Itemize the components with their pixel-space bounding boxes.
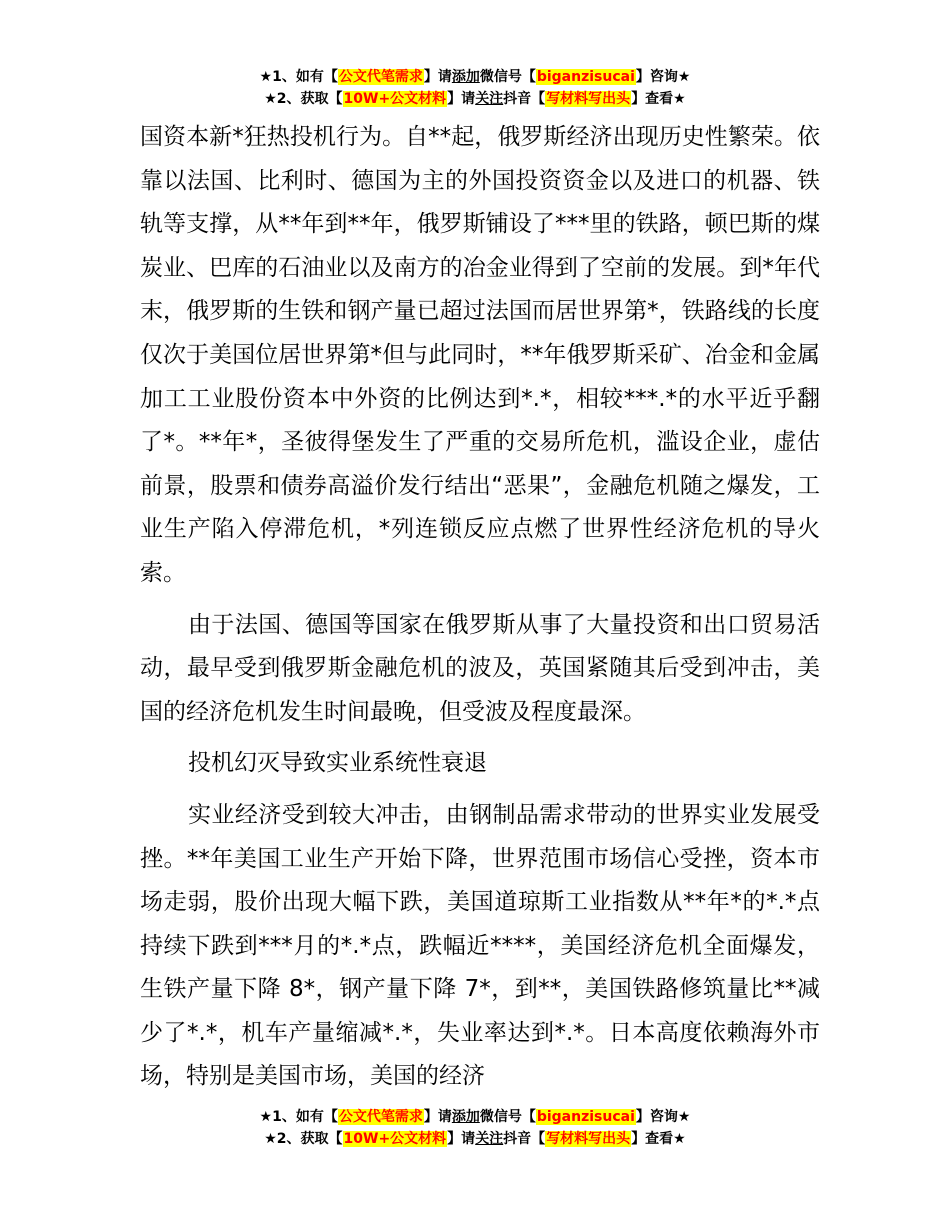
banner-text: 】查看★ <box>631 1131 686 1147</box>
highlight-text: 10W+公文材料 <box>343 91 447 107</box>
banner-text: 抖音【 <box>503 91 546 107</box>
banner-text: 】请 <box>447 91 476 107</box>
banner-text: 】咨询★ <box>635 1109 691 1125</box>
wechat-id-highlight: biganzisucai <box>536 1109 635 1125</box>
banner-text: ★2、获取【 <box>264 91 343 107</box>
banner-line-1 <box>0 66 950 88</box>
paragraph: 实业经济受到较大冲击，由钢制品需求带动的世界实业发展受挫。**年美国工业生产开始下降，世界范围市场信心受挫，资本市场走弱，股价出现大幅下跌，美国道琼斯工业指数从**年*的*.*点持续下跌到***月的*.*点，跌幅近****，美国经济危机全面爆发，生铁产量下降 8*，钢产量下降 7*，到**，美国铁路修筑量比**减少了*.*，机车产量缩减*.*，失业率达到*.*。日本高度依赖海外市场，特别是美国市场，美国的经济 <box>140 801 820 1090</box>
underlined-text: 关注 <box>475 1131 504 1147</box>
douyin-highlight: 写材料写出头 <box>546 91 631 107</box>
banner-text: ★1、如有【 <box>259 69 338 85</box>
banner-line-2 <box>0 88 950 110</box>
banner-text: 微信号【 <box>479 1109 536 1125</box>
banner-text: 微信号【 <box>479 69 536 85</box>
banner-line-1 <box>0 1106 950 1128</box>
wechat-id-highlight: biganzisucai <box>536 69 635 85</box>
underlined-text: 添加 <box>451 1109 480 1125</box>
highlight-text: 公文代笔需求 <box>338 1109 423 1125</box>
header-banner <box>0 66 950 110</box>
section-heading: 投机幻灭导致实业系统性衰退 <box>188 750 487 777</box>
banner-text: 】请 <box>423 69 452 85</box>
highlight-text: 公文代笔需求 <box>338 69 423 85</box>
paragraph: 由于法国、德国等国家在俄罗斯从事了大量投资和出口贸易活动，最早受到俄罗斯金融危机的波及，英国紧随其后受到冲击，美国的经济危机发生时间最晚，但受波及程度最深。 <box>140 611 820 725</box>
douyin-highlight: 写材料写出头 <box>546 1131 631 1147</box>
banner-text: ★2、获取【 <box>264 1131 343 1147</box>
banner-line-2 <box>0 1128 950 1150</box>
footer-banner <box>0 1106 950 1150</box>
paragraph: 国资本新*狂热投机行为。自**起，俄罗斯经济出现历史性繁荣。依靠以法国、比利时、德国为主的外国投资资金以及进口的机器、铁轨等支撑，从**年到**年，俄罗斯铺设了***里的铁路，顿巴斯的煤炭业、巴库的石油业以及南方的冶金业得到了空前的发展。到*年代末，俄罗斯的生铁和钢产量已超过法国而居世界第*，铁路线的长度仅次于美国位居世界第*但与此同时，**年俄罗斯采矿、冶金和金属加工工业股份资本中外资的比例达到*.*，相较***.*的水平近乎翻了*。**年*，圣彼得堡发生了严重的交易所危机，滥设企业，虚估前景，股票和债券高溢价发行结出“恶果”，金融危机随之爆发，工业生产陷入停滞危机，*列连锁反应点燃了世界性经济危机的导火索。 <box>140 124 820 586</box>
highlight-text: 10W+公文材料 <box>343 1131 447 1147</box>
banner-text: 】咨询★ <box>635 69 691 85</box>
underlined-text: 关注 <box>475 91 504 107</box>
banner-text: 】请 <box>423 1109 452 1125</box>
banner-text: 】查看★ <box>631 91 686 107</box>
underlined-text: 添加 <box>451 69 480 85</box>
banner-text: 】请 <box>447 1131 476 1147</box>
document-body <box>140 116 820 1107</box>
banner-text: 抖音【 <box>503 1131 546 1147</box>
banner-text: ★1、如有【 <box>259 1109 338 1125</box>
